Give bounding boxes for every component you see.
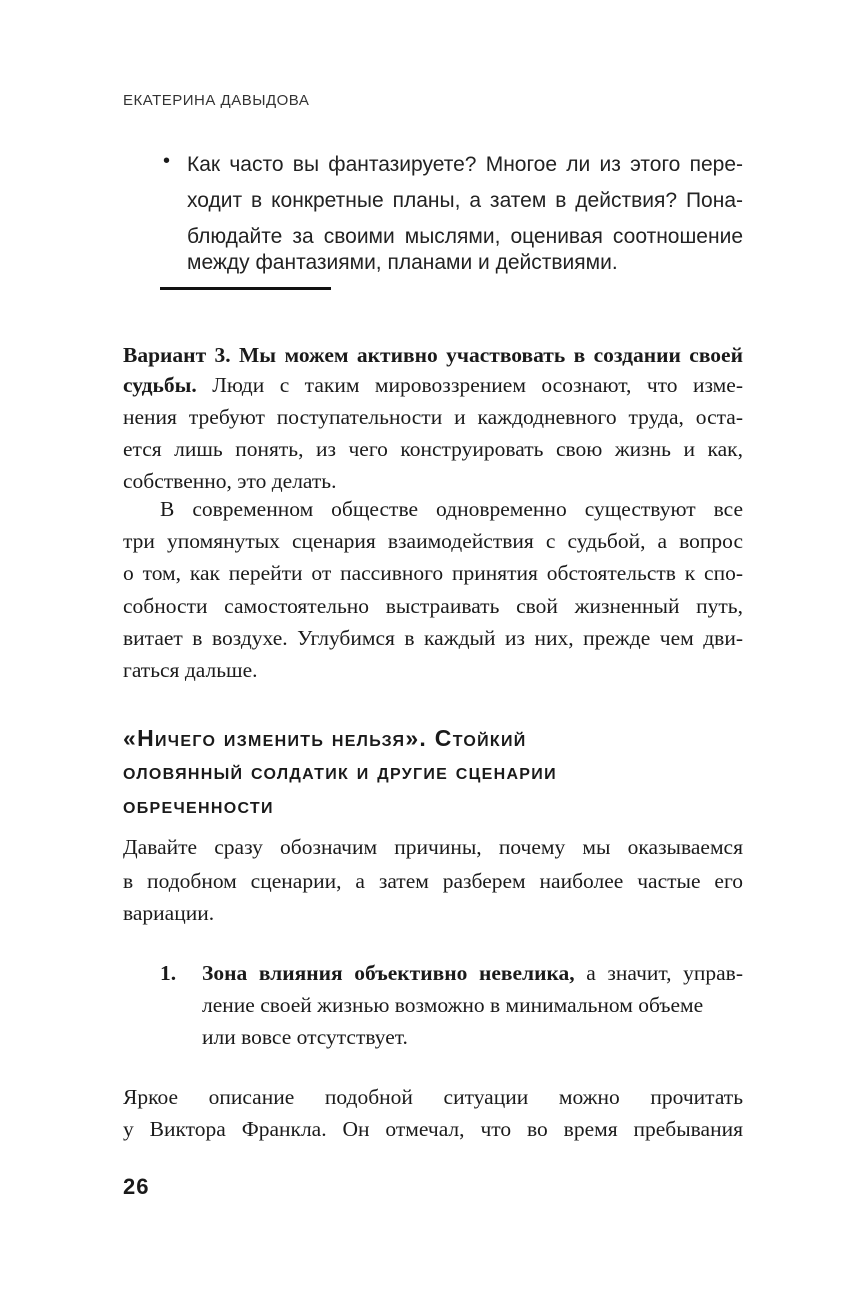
paragraph-line: Яркое описание подобной ситуации можно прочитать bbox=[123, 1085, 743, 1109]
bullet-text-line: ходит в конкретные планы, а затем в действия? Пона- bbox=[187, 189, 743, 212]
list-item-line: или вовсе отсутствует. bbox=[202, 1025, 408, 1049]
bullet-text-line: блюдайте за своими мыслями, оценивая соотношение bbox=[187, 225, 743, 248]
paragraph-line: три упомянутых сценария взаимодействия с судьбой, а вопрос bbox=[123, 529, 743, 553]
running-header-author: ЕКАТЕРИНА ДАВЫДОВА bbox=[123, 92, 310, 109]
bold-text: судьбы. bbox=[123, 373, 197, 397]
bullet-marker: • bbox=[163, 150, 171, 172]
bullet-text-line: Как часто вы фантазируете? Многое ли из этого пере- bbox=[187, 153, 743, 176]
text: Люди с таким мировоззрением осознают, что изме- bbox=[196, 373, 743, 397]
text: а значит, управ- bbox=[574, 961, 743, 985]
paragraph-line: вариации. bbox=[123, 901, 215, 925]
page-number: 26 bbox=[123, 1174, 150, 1199]
paragraph-line: В современном обществе одновременно существуют все bbox=[160, 497, 743, 521]
paragraph-line: о том, как перейти от пассивного принятия обстоятельств к спо- bbox=[123, 561, 743, 585]
list-item-line bbox=[202, 958, 743, 988]
list-item-line: ление своей жизнью возможно в минимальном объеме bbox=[202, 993, 704, 1017]
bullet-text-line: между фантазиями, планами и действиями. bbox=[187, 251, 618, 274]
section-heading-line: обреченности bbox=[123, 792, 274, 818]
paragraph-line: в подобном сценарии, а затем разберем наиболее частые его bbox=[123, 869, 743, 893]
paragraph-line: нения требуют поступательности и каждодневного труда, оста- bbox=[123, 405, 743, 429]
paragraph-line: собности самостоятельно выстраивать свой жизненный путь, bbox=[123, 594, 743, 618]
paragraph-line: у Виктора Франкла. Он отмечал, что во время пребывания bbox=[123, 1117, 743, 1141]
list-number: 1. bbox=[160, 961, 177, 985]
section-heading-line: оловянный солдатик и другие сценарии bbox=[123, 758, 557, 784]
paragraph-line: Вариант 3. Мы можем активно участвовать в создании своей bbox=[123, 343, 743, 367]
paragraph-line: ется лишь понять, из чего конструировать свою жизнь и как, bbox=[123, 437, 743, 461]
paragraph-line: витает в воздухе. Углубимся в каждый из них, прежде чем дви- bbox=[123, 626, 743, 650]
paragraph-line: Давайте сразу обозначим причины, почему мы оказываемся bbox=[123, 835, 743, 859]
paragraph-line: гаться дальше. bbox=[123, 658, 258, 682]
section-divider bbox=[160, 287, 331, 290]
section-heading-line: «Ничего изменить нельзя». Стойкий bbox=[123, 725, 527, 751]
paragraph-line: собственно, это делать. bbox=[123, 469, 337, 493]
bold-text: Зона влияния объективно невелика, bbox=[202, 961, 575, 985]
paragraph-line bbox=[123, 370, 743, 400]
